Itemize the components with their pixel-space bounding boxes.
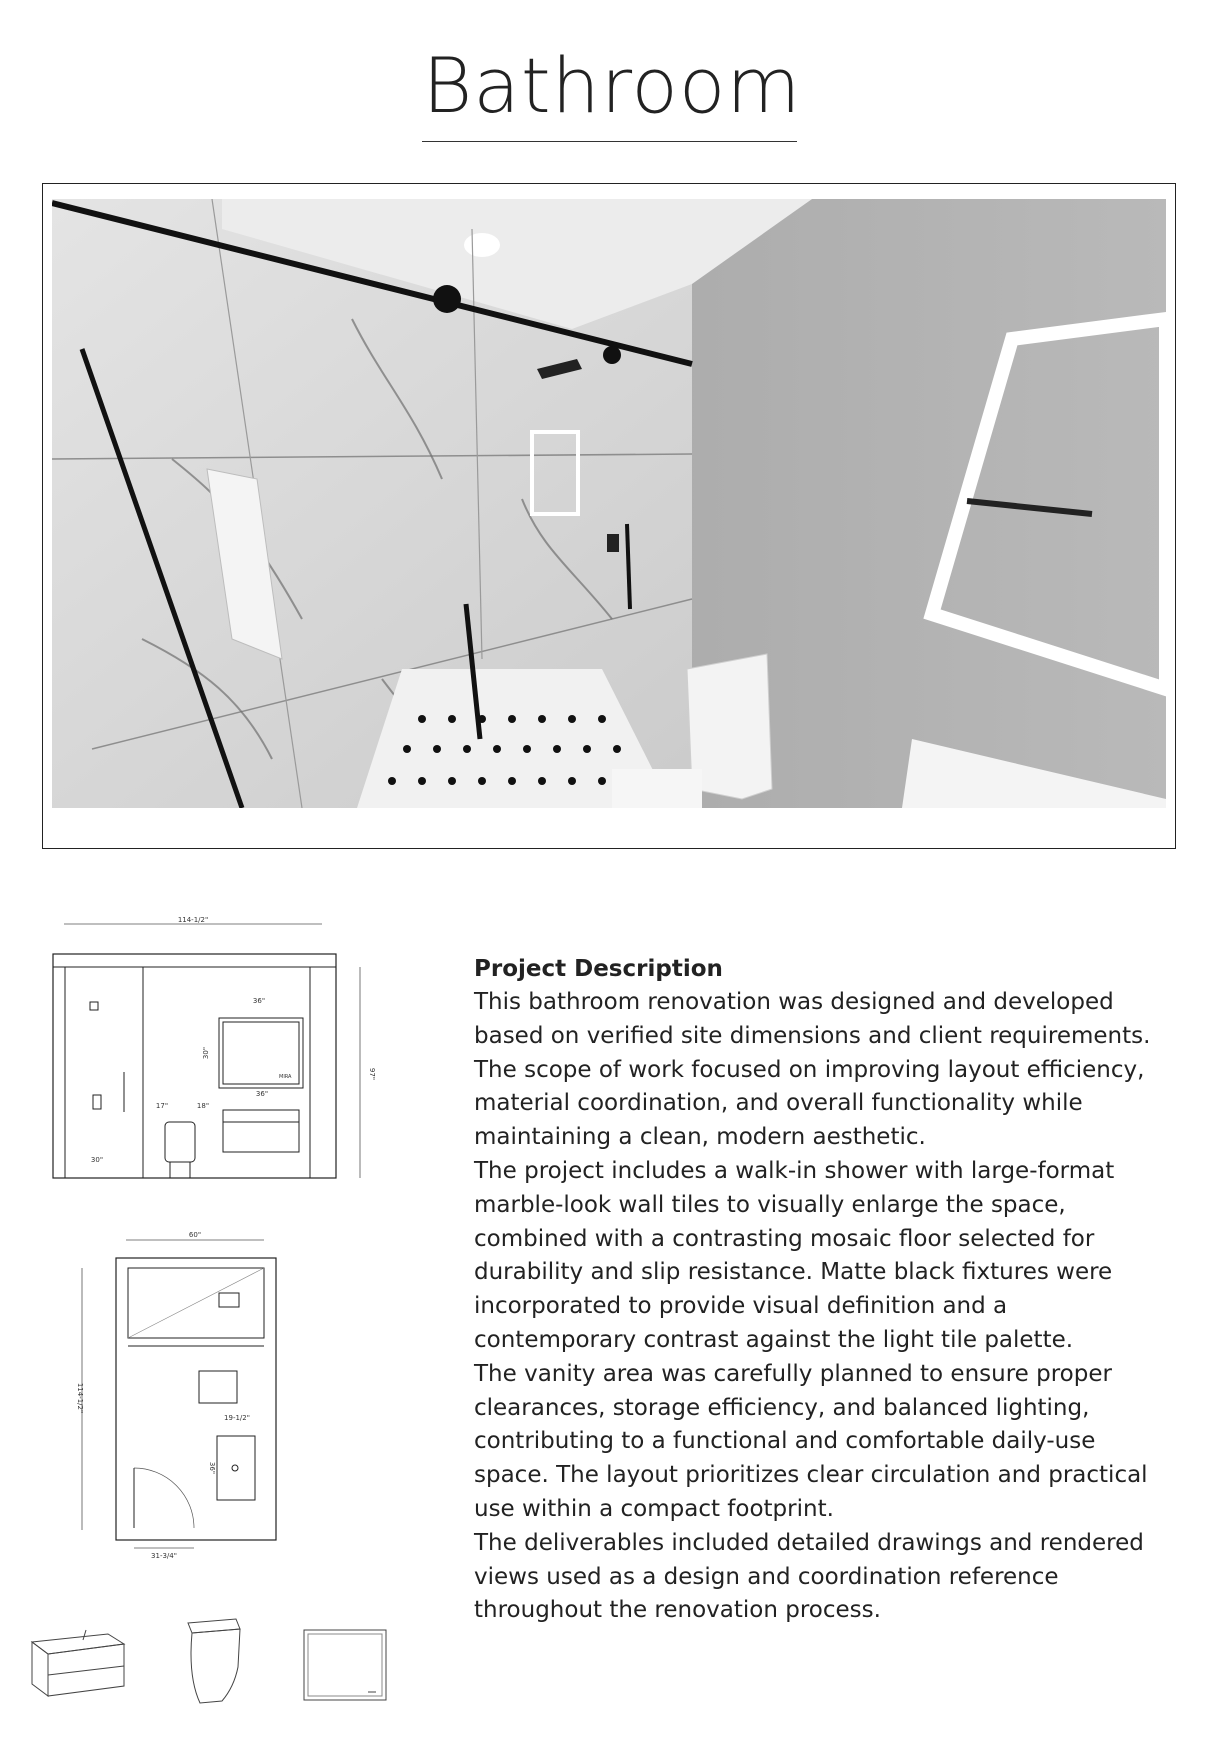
elevation-mirror-width-label: 36" xyxy=(252,997,266,1005)
plan-width-label: 60" xyxy=(188,1231,202,1239)
plan-clearance-label: 19-1/2" xyxy=(224,1414,250,1422)
elevation-niche-label: 30" xyxy=(90,1156,104,1164)
elevation-width-label: 114-1/2" xyxy=(177,916,209,924)
elevation-right-gap-label: 18" xyxy=(196,1102,210,1110)
plan-vanity-label: 36" xyxy=(208,1461,216,1475)
title-underline xyxy=(422,141,797,142)
plan-length-label: 114-1/2" xyxy=(76,1382,84,1414)
page-title: Bathroom xyxy=(422,41,802,130)
description-paragraph-1: This bathroom renovation was designed and developed based on verified site dimensions and client requirements. The scope of work focused on improving layout efficiency, material coordination, and overall functionality while maintaining a clean, modern aesthetic. xyxy=(474,989,1151,1151)
elevation-mirror-brand: MIRA xyxy=(279,1074,292,1080)
project-description xyxy=(474,952,1174,1628)
floor-plan-drawing xyxy=(74,1228,294,1568)
elevation-vanity-width-label: 36" xyxy=(255,1090,269,1098)
toilet-sketch xyxy=(178,1617,248,1707)
bathroom-render-image xyxy=(52,199,1166,808)
vanity-sketch xyxy=(28,1622,128,1702)
elevation-height-label: 97" xyxy=(368,1067,376,1081)
description-heading: Project Description xyxy=(474,956,723,982)
plan-door-label: 31-3/4" xyxy=(151,1552,177,1560)
elevation-mirror-height-label: 30" xyxy=(202,1046,210,1060)
description-paragraph-4: The deliverables included detailed drawings and rendered views used as a design and coordination reference throughout the renovation process. xyxy=(474,1529,1144,1624)
mirror-sketch xyxy=(302,1628,392,1704)
description-paragraph-2: The project includes a walk-in shower with large-format marble-look wall tiles to visually enlarge the space, combined with a contrasting mosaic floor selected for durability and slip resistance. Matte black fixtures were incorporated to provide visual definition and a contemporary contrast against the light tile palette. xyxy=(474,1157,1115,1353)
description-paragraph-3: The vanity area was carefully planned to ensure proper clearances, storage efficiency, and balanced lighting, contributing to a functional and comfortable daily-use space. The layout prioritizes clear circulation and practical use within a compact footprint. xyxy=(474,1360,1148,1522)
elevation-drawing xyxy=(50,912,380,1192)
elevation-left-gap-label: 17" xyxy=(155,1102,169,1110)
